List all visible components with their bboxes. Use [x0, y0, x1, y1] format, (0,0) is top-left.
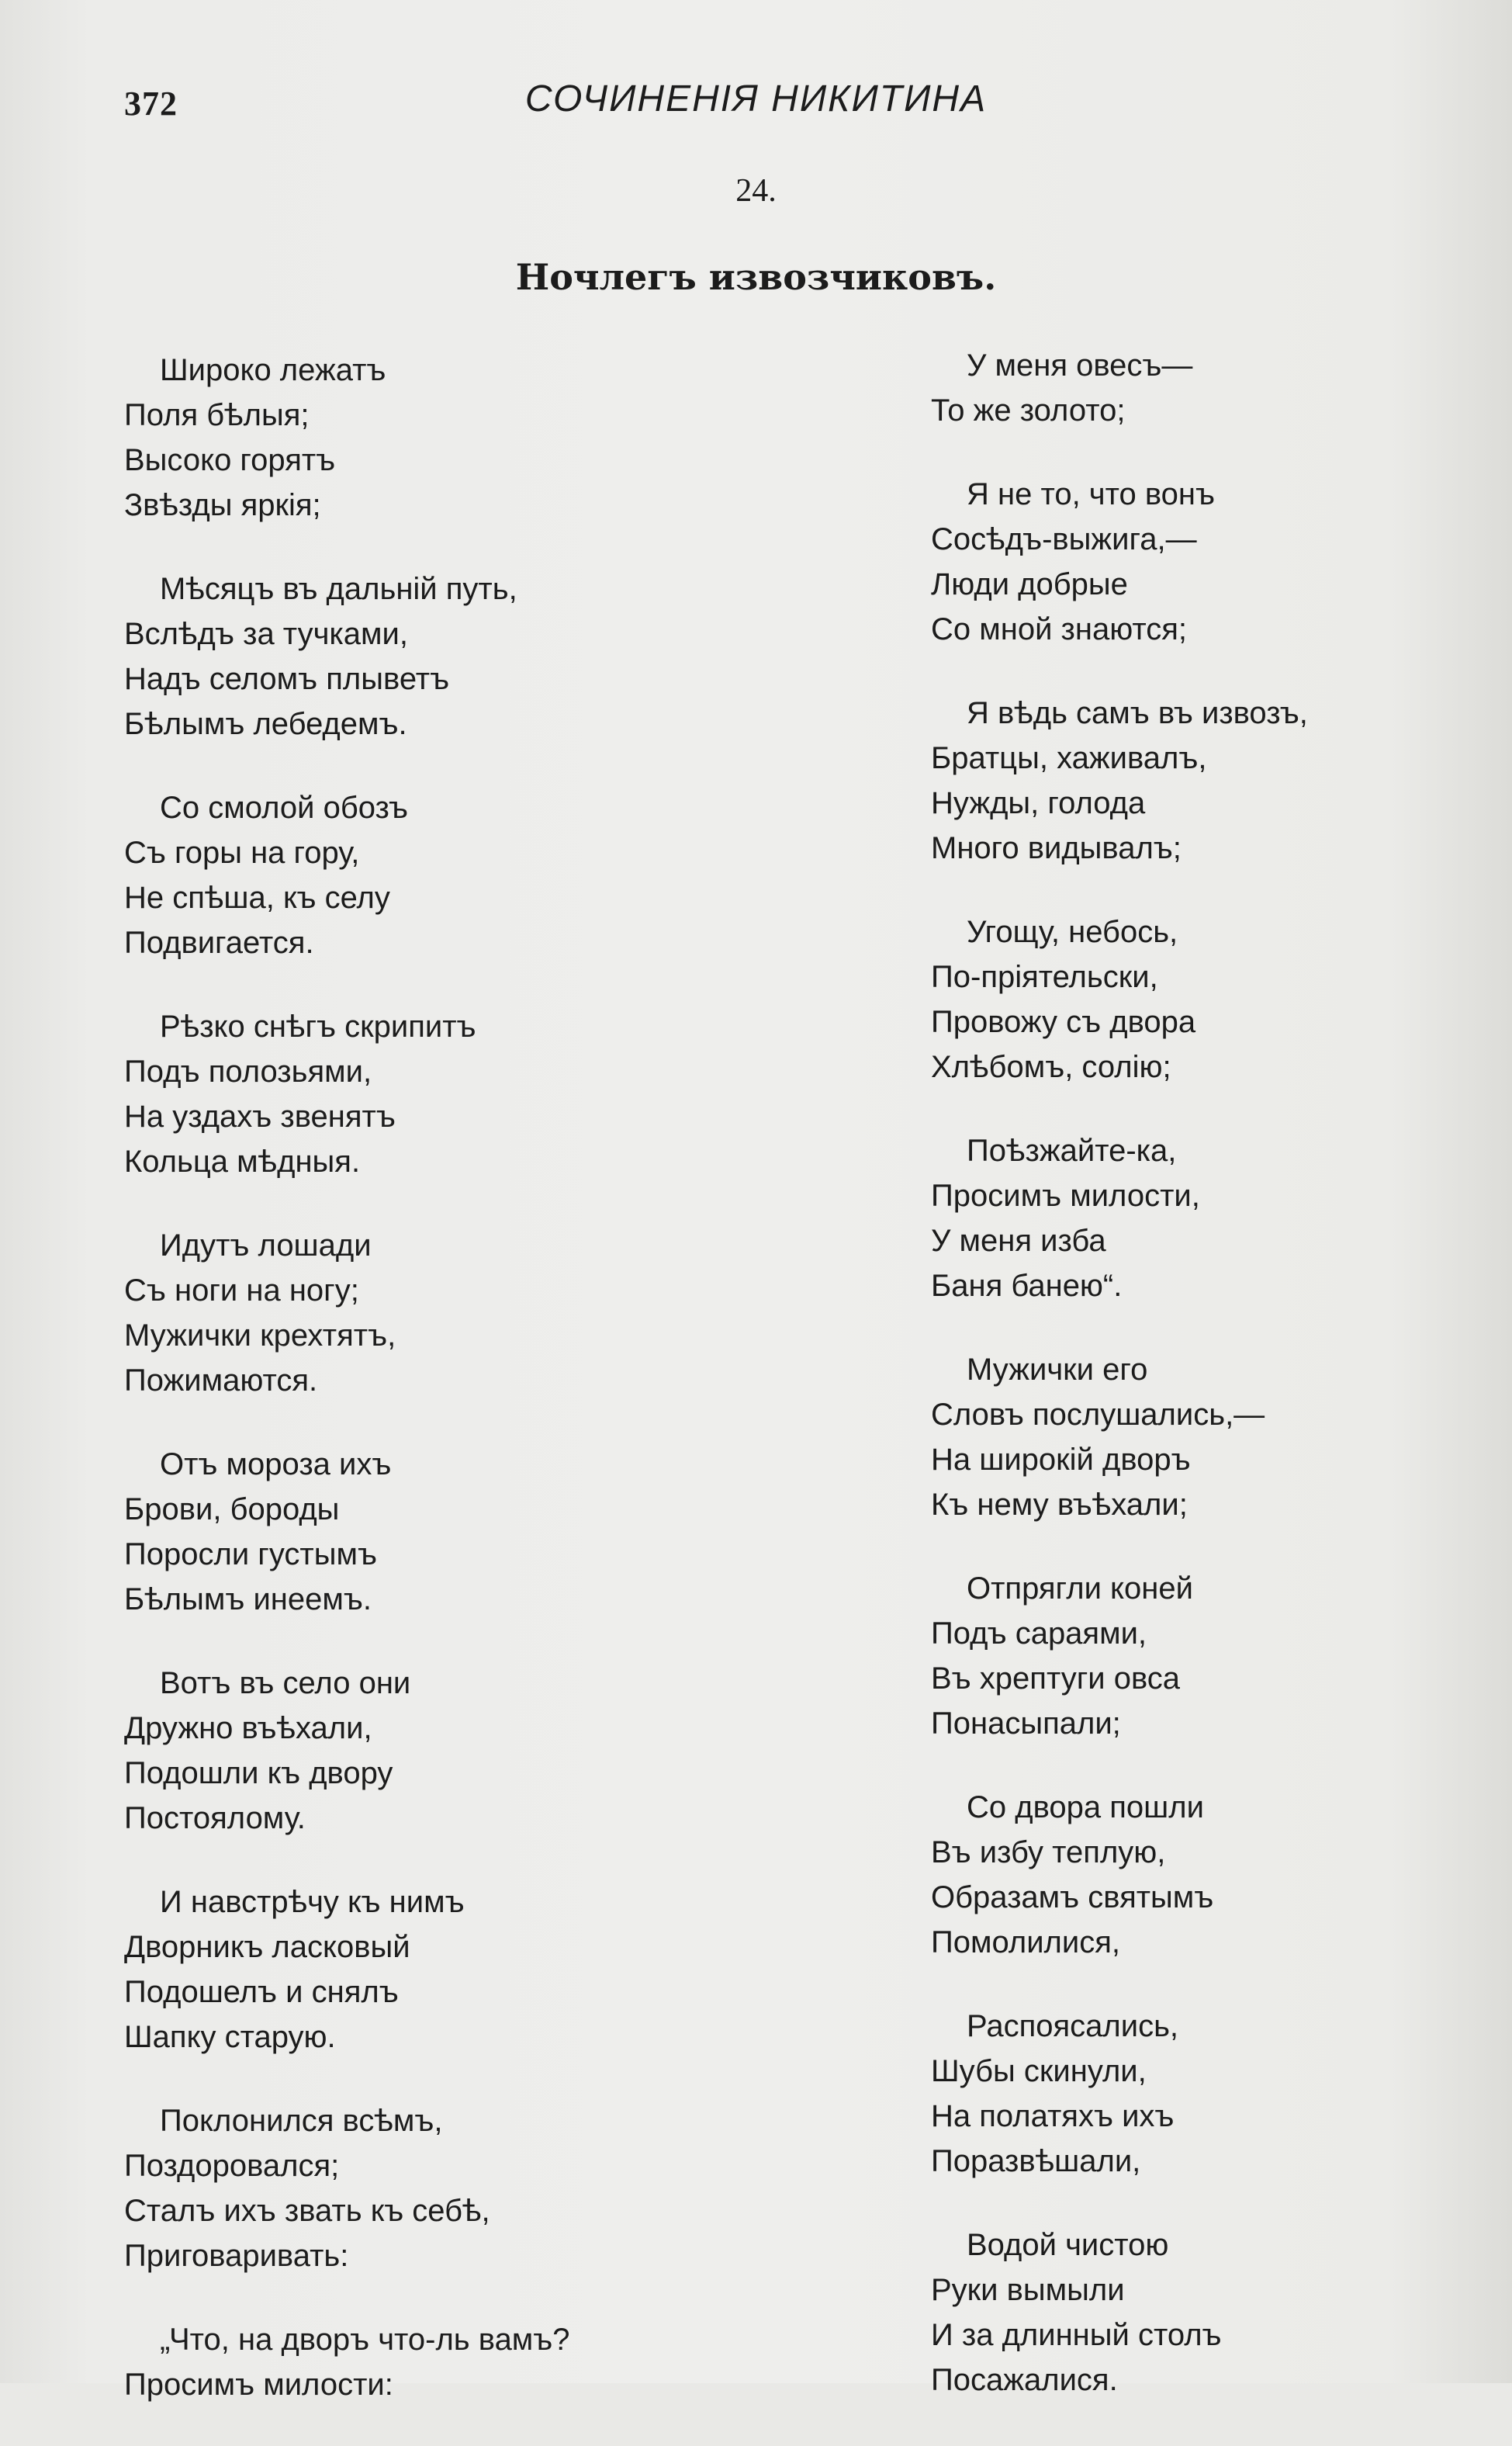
verse-line: Приговаривать:	[124, 2239, 349, 2273]
verse-line: Угощу, небось,	[967, 915, 1178, 949]
stanza	[931, 2223, 1458, 2403]
verse-line: Поразвѣшали,	[931, 2144, 1141, 2178]
stanza	[124, 1442, 760, 1622]
verse-line: Нужды, голода	[931, 786, 1146, 820]
stanza	[931, 1347, 1458, 1527]
verse-line: Сталъ ихъ звать къ себѣ,	[124, 2194, 490, 2228]
verse-line: Много видывалъ;	[931, 831, 1182, 865]
stanza	[931, 1785, 1458, 1965]
verse-line: Со двора пошли	[967, 1790, 1204, 1824]
verse-line: Поля бѣлыя;	[124, 398, 310, 432]
verse-line: „Что, на дворъ что-ль вамъ?	[160, 2323, 570, 2357]
verse-line: По-пріятельски,	[931, 960, 1158, 994]
stanza	[931, 2004, 1458, 2184]
verse-line: На широкій дворъ	[931, 1443, 1191, 1477]
verse-line: Въ избу теплую,	[931, 1835, 1166, 1869]
verse-line: Идутъ лошади	[160, 1228, 372, 1263]
verse-line: Кольца мѣдныя.	[124, 1145, 361, 1179]
verse-line: Рѣзко снѣгъ скрипитъ	[160, 1010, 476, 1044]
verse-line: Съ ноги на ногу;	[124, 1273, 359, 1308]
verse-line: Бѣлымъ лебедемъ.	[124, 707, 407, 741]
verse-line: Вслѣдъ за тучками,	[124, 617, 408, 651]
verse-line: Высоко горятъ	[124, 443, 336, 477]
verse-line: Подошли къ двору	[124, 1756, 393, 1790]
stanza	[124, 348, 760, 528]
verse-line: Подошелъ и снялъ	[124, 1975, 399, 2009]
stanza	[124, 785, 760, 965]
verse-line: Со смолой обозъ	[160, 791, 409, 825]
verse-line: Не спѣша, къ селу	[124, 881, 390, 915]
verse-line: У меня изба	[931, 1224, 1106, 1258]
verse-line: Вотъ въ село они	[160, 1666, 411, 1700]
verse-line: И за длинный столъ	[931, 2318, 1222, 2352]
verse-line: Съ горы на гору,	[124, 836, 360, 870]
verse-line: Хлѣбомъ, солію;	[931, 1050, 1171, 1084]
running-head: СОЧИНЕНІЯ НИКИТИНА	[524, 78, 988, 120]
stanza	[124, 1223, 760, 1403]
verse-line: Отпрягли коней	[967, 1571, 1193, 1606]
verse-line: Понасыпали;	[931, 1706, 1121, 1741]
poem-number: 24.	[735, 173, 777, 209]
verse-line: Мужички крехтятъ,	[124, 1318, 396, 1353]
verse-line: Люди добрые	[931, 567, 1128, 601]
verse-line: Посажалися.	[931, 2363, 1118, 2397]
stanza	[124, 1661, 760, 1841]
page-number: 372	[124, 85, 178, 123]
stanza	[124, 2317, 760, 2407]
verse-line: Сосѣдъ-выжига,—	[931, 522, 1197, 556]
verse-line: Подъ сараями,	[931, 1616, 1147, 1651]
verse-line: Постоялому.	[124, 1801, 306, 1835]
stanza	[124, 566, 760, 747]
verse-line: Братцы, хаживалъ,	[931, 741, 1207, 775]
stanza	[931, 909, 1458, 1090]
verse-line: Я вѣдь самъ въ извозъ,	[967, 696, 1308, 730]
verse-line: Водой чистою	[967, 2228, 1169, 2262]
verse-line: Шубы скинули,	[931, 2054, 1147, 2088]
verse-line: Мужички его	[967, 1353, 1148, 1387]
stanza	[931, 1128, 1458, 1308]
verse-line: Шапку старую.	[124, 2020, 336, 2054]
verse-line: Бѣлымъ инеемъ.	[124, 1582, 372, 1616]
verse-line: Отъ мороза ихъ	[160, 1447, 392, 1481]
verse-line: Я не то, что вонъ	[967, 477, 1215, 511]
verse-line: Поѣзжайте-ка,	[967, 1134, 1177, 1168]
poem-title: Ночлегъ извозчиковъ.	[515, 256, 997, 298]
right-column	[931, 343, 1458, 2441]
stanza	[931, 343, 1458, 433]
verse-line: Надъ селомъ плыветъ	[124, 662, 450, 696]
stanza	[931, 472, 1458, 652]
verse-line: И навстрѣчу къ нимъ	[160, 1885, 465, 1919]
verse-line: Со мной знаются;	[931, 612, 1187, 646]
stanza	[124, 2098, 760, 2278]
verse-line: На уздахъ звенятъ	[124, 1100, 396, 1134]
verse-line: Словъ послушались,—	[931, 1398, 1265, 1432]
verse-line: Подъ полозьями,	[124, 1055, 372, 1089]
verse-line: Поклонился всѣмъ,	[160, 2104, 443, 2138]
verse-line: Дружно въѣхали,	[124, 1711, 372, 1745]
verse-line: Поросли густымъ	[124, 1537, 377, 1571]
stanza	[124, 1880, 760, 2060]
verse-line: Брови, бороды	[124, 1492, 340, 1526]
stanza	[931, 691, 1458, 871]
verse-line: Звѣзды яркія;	[124, 488, 321, 522]
verse-line: Баня банею“.	[931, 1269, 1123, 1303]
left-column	[124, 348, 760, 2446]
verse-line: Просимъ милости:	[124, 2368, 393, 2402]
verse-line: То же золото;	[931, 393, 1126, 428]
verse-line: Руки вымыли	[931, 2273, 1125, 2307]
verse-line: У меня овесъ—	[967, 348, 1193, 383]
verse-line: Дворникъ ласковый	[124, 1930, 410, 1964]
verse-line: Широко лежатъ	[160, 353, 386, 387]
verse-line: Помолилися,	[931, 1925, 1121, 1959]
verse-line: Просимъ милости,	[931, 1179, 1200, 1213]
verse-line: Къ нему въѣхали;	[931, 1488, 1188, 1522]
verse-line: Провожу съ двора	[931, 1005, 1196, 1039]
verse-line: Поздоровался;	[124, 2149, 340, 2183]
stanza	[931, 1566, 1458, 1746]
verse-line: Мѣсяцъ въ дальній путь,	[160, 572, 517, 606]
verse-line: Въ хрептуги овса	[931, 1661, 1181, 1696]
verse-line: Пожимаются.	[124, 1363, 318, 1398]
verse-line: Образамъ святымъ	[931, 1880, 1214, 1914]
stanza	[124, 1004, 760, 1184]
verse-line: Подвигается.	[124, 926, 314, 960]
verse-line: На полатяхъ ихъ	[931, 2099, 1175, 2133]
verse-line: Распоясались,	[967, 2009, 1179, 2043]
